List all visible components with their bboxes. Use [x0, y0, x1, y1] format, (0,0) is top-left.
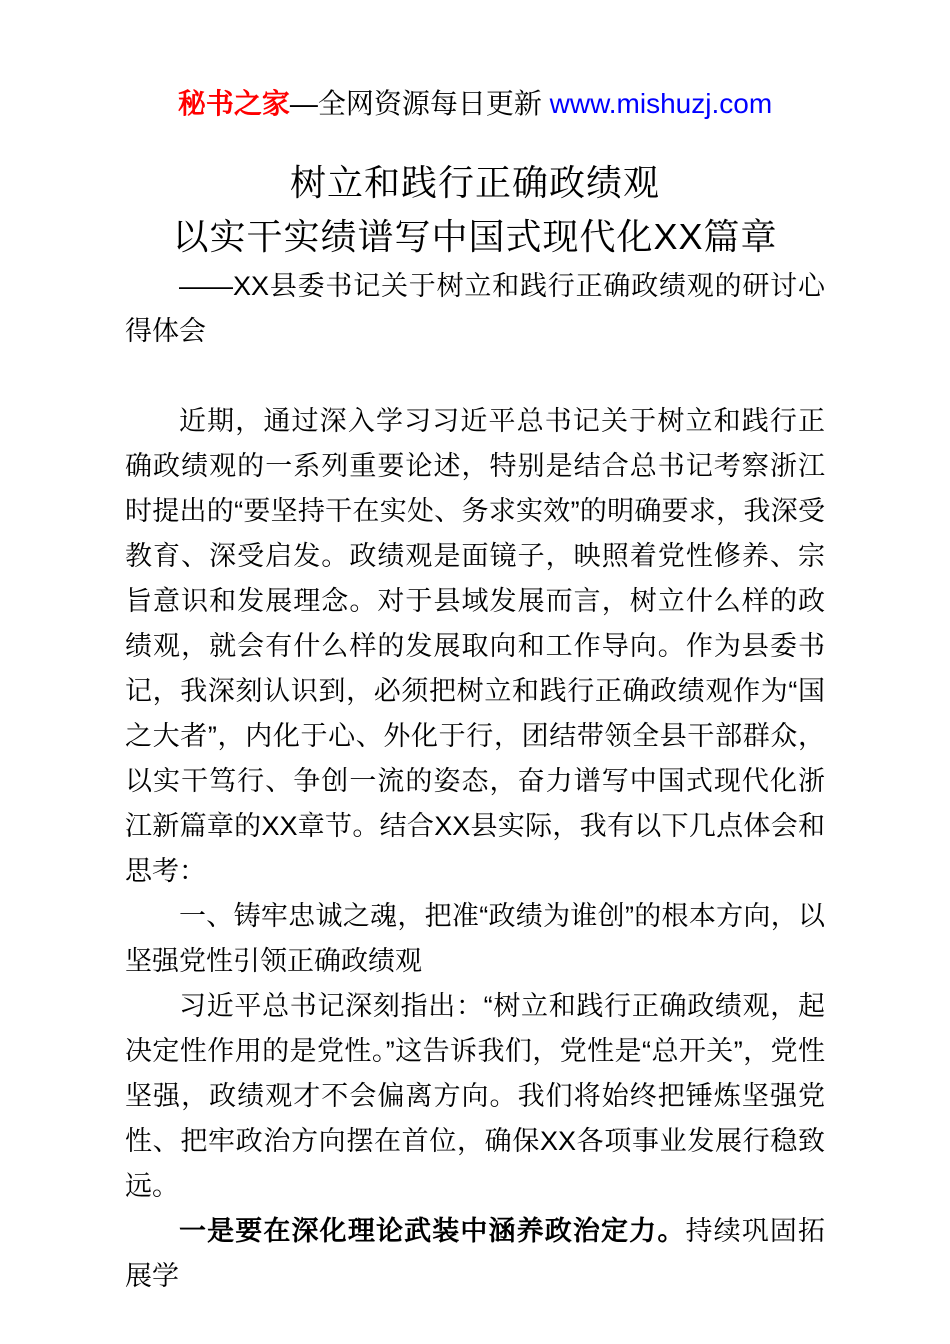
- document-title: [125, 156, 825, 264]
- site-tagline: —全网资源每日更新: [289, 88, 550, 119]
- document-subtitle: ——XX县委书记关于树立和践行正确政绩观的研讨心得体会: [125, 271, 825, 346]
- paragraph-theory-armament: [125, 1209, 825, 1299]
- site-brand: 秘书之家: [177, 88, 290, 119]
- paragraph-intro: 近期，通过深入学习习近平总书记关于树立和践行正确政绩观的一系列重要论述，特别是结合总书记考察浙江时提出的“要坚持干在实处、务求实效”的明确要求，我深受教育、深受启发。政绩观是面镜子，映照着党性修养、宗旨意识和发展理念。对于县域发展而言，树立什么样的政绩观，就会有什么样的发展取向和工作导向。作为县委书记，我深刻认识到，必须把树立和践行正确政绩观作为“国之大者”，内化于心、外化于行，团结带领全县干部群众，以实干笃行、争创一流的姿态，奋力谱写中国式现代化浙江新篇章的XX章节。结合XX县实际，我有以下几点体会和思考：: [125, 406, 825, 886]
- section-heading-1: 一、铸牢忠诚之魂，把准“政绩为谁创”的根本方向，以坚强党性引领正确政绩观: [125, 901, 825, 976]
- title-line-2: 以实干实绩谱写中国式现代化XX篇章: [172, 216, 778, 257]
- paragraph-theory-armament-lead: 一是要在深化理论武装中涵养政治定力。: [179, 1216, 686, 1246]
- paragraph-party-spirit: 习近平总书记深刻指出：“树立和践行正确政绩观，起决定性作用的是党性。”这告诉我们，党性是“总开关”，党性坚强，政绩观才不会偏离方向。我们将始终把锤炼坚强党性、把牢政治方向摆在首位，确保XX各项事业发展行稳致远。: [125, 991, 825, 1201]
- site-header: [125, 84, 825, 124]
- site-url-link[interactable]: www.mishuzj.com: [549, 88, 773, 119]
- title-line-1: 树立和践行正确政绩观: [289, 162, 660, 203]
- paragraph-theory-armament-rest: 持续巩固拓展学: [125, 1216, 826, 1291]
